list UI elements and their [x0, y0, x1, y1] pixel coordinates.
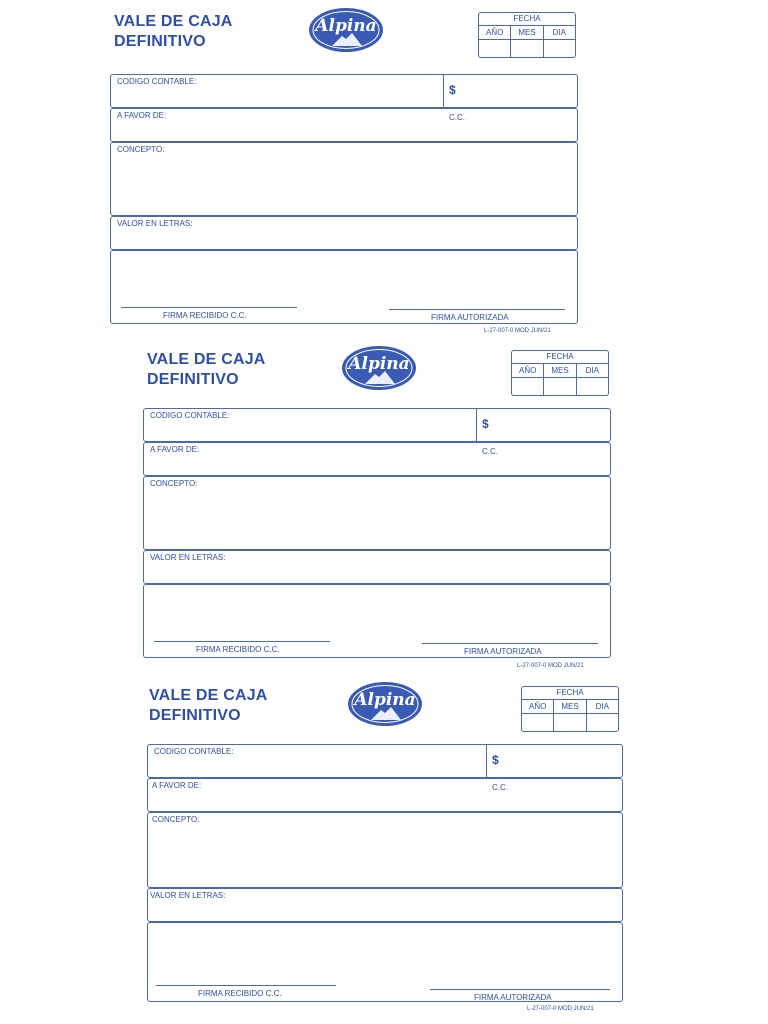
mes-field[interactable] [554, 714, 586, 732]
fecha-box [511, 350, 609, 396]
a-favor-de-field[interactable] [147, 778, 623, 812]
fecha-label: FECHA [512, 351, 608, 364]
fecha-label: FECHA [522, 687, 618, 700]
a-favor-de-field[interactable] [143, 442, 611, 476]
dia-label: DIA [552, 28, 566, 37]
firma-autorizada-line[interactable] [430, 989, 610, 990]
codigo-contable-label: CODIGO CONTABLE: [154, 747, 234, 756]
a-favor-de-label: A FAVOR DE: [117, 111, 167, 120]
title-line-1: VALE DE CAJA [147, 351, 266, 368]
ano-label: AÑO [512, 364, 544, 377]
firma-autorizada-label: FIRMA AUTORIZADA [431, 313, 509, 322]
fecha-box [521, 686, 619, 732]
ano-field[interactable] [522, 714, 554, 732]
firma-autorizada-label: FIRMA AUTORIZADA [464, 647, 542, 656]
form-code: L-27-007-0 MOD JUN/21 [527, 1006, 594, 1012]
ano-label: AÑO [479, 26, 511, 39]
dia-field[interactable] [587, 714, 618, 732]
firma-autorizada-line[interactable] [422, 643, 598, 644]
mes-label: MES [511, 26, 543, 39]
ano-label: AÑO [522, 700, 554, 713]
valor-en-letras-label: VALOR EN LETRAS: [150, 553, 226, 562]
alpina-logo [306, 6, 386, 58]
voucher-2 [143, 350, 613, 680]
concepto-field[interactable] [143, 476, 611, 550]
amount-divider [486, 745, 487, 777]
valor-en-letras-field[interactable] [110, 216, 578, 250]
logo-wordmark: Alpina [354, 690, 416, 710]
form-code: L-27-007-0 MOD JUN/21 [484, 328, 551, 334]
voucher-title [147, 350, 266, 390]
voucher-3 [145, 686, 615, 1016]
amount-divider [443, 75, 444, 107]
codigo-contable-field[interactable] [147, 744, 623, 778]
title-line-2: DEFINITIVO [147, 371, 239, 388]
signature-area [143, 584, 611, 658]
concepto-field[interactable] [110, 142, 578, 216]
valor-en-letras-label: VALOR EN LETRAS: [150, 891, 226, 900]
title-line-1: VALE DE CAJA [149, 687, 268, 704]
title-line-2: DEFINITIVO [149, 707, 241, 724]
mes-field[interactable] [544, 378, 576, 396]
title-line-2: DEFINITIVO [114, 33, 206, 50]
logo-wordmark: Alpina [315, 16, 377, 36]
dollar-sign: $ [449, 83, 456, 97]
valor-en-letras-field[interactable] [147, 888, 623, 922]
dia-field[interactable] [577, 378, 608, 396]
codigo-contable-field[interactable] [110, 74, 578, 108]
amount-divider [476, 409, 477, 441]
concepto-label: CONCEPTO: [152, 815, 200, 824]
dia-label: DIA [585, 366, 599, 375]
voucher-title [149, 686, 268, 726]
signature-area [110, 250, 578, 324]
dia-field[interactable] [544, 40, 575, 58]
mes-label: MES [554, 700, 586, 713]
firma-recibido-line[interactable] [154, 641, 330, 642]
fecha-box [478, 12, 576, 58]
firma-recibido-line[interactable] [121, 307, 297, 308]
cc-label: C.C. [449, 113, 465, 122]
mes-field[interactable] [511, 40, 543, 58]
form-code: L-27-007-0 MOD JUN/21 [517, 663, 584, 669]
firma-recibido-line[interactable] [156, 985, 336, 986]
valor-en-letras-field[interactable] [143, 550, 611, 584]
title-line-1: VALE DE CAJA [114, 13, 233, 30]
voucher-title [114, 12, 233, 52]
ano-field[interactable] [512, 378, 544, 396]
dollar-sign: $ [482, 417, 489, 431]
firma-autorizada-label: FIRMA AUTORIZADA [474, 993, 552, 1002]
valor-en-letras-label: VALOR EN LETRAS: [117, 219, 193, 228]
concepto-label: CONCEPTO: [150, 479, 198, 488]
firma-recibido-label: FIRMA RECIBIDO C.C. [163, 311, 247, 320]
logo-wordmark: Alpina [348, 354, 410, 374]
codigo-contable-label: CODIGO CONTABLE: [117, 77, 197, 86]
concepto-label: CONCEPTO: [117, 145, 165, 154]
cc-label: C.C. [482, 447, 498, 456]
voucher-1 [110, 12, 580, 342]
a-favor-de-field[interactable] [110, 108, 578, 142]
codigo-contable-label: CODIGO CONTABLE: [150, 411, 230, 420]
cc-label: C.C. [492, 783, 508, 792]
alpina-logo [339, 344, 419, 396]
dollar-sign: $ [492, 753, 499, 767]
mes-label: MES [544, 364, 576, 377]
ano-field[interactable] [479, 40, 511, 58]
alpina-logo [345, 680, 425, 732]
signature-area [147, 922, 623, 1002]
dia-label: DIA [595, 702, 609, 711]
codigo-contable-field[interactable] [143, 408, 611, 442]
fecha-label: FECHA [479, 13, 575, 26]
firma-recibido-label: FIRMA RECIBIDO C.C. [196, 645, 280, 654]
concepto-field[interactable] [147, 812, 623, 888]
a-favor-de-label: A FAVOR DE: [150, 445, 200, 454]
firma-recibido-label: FIRMA RECIBIDO C.C. [198, 989, 282, 998]
firma-autorizada-line[interactable] [389, 309, 565, 310]
a-favor-de-label: A FAVOR DE: [152, 781, 202, 790]
